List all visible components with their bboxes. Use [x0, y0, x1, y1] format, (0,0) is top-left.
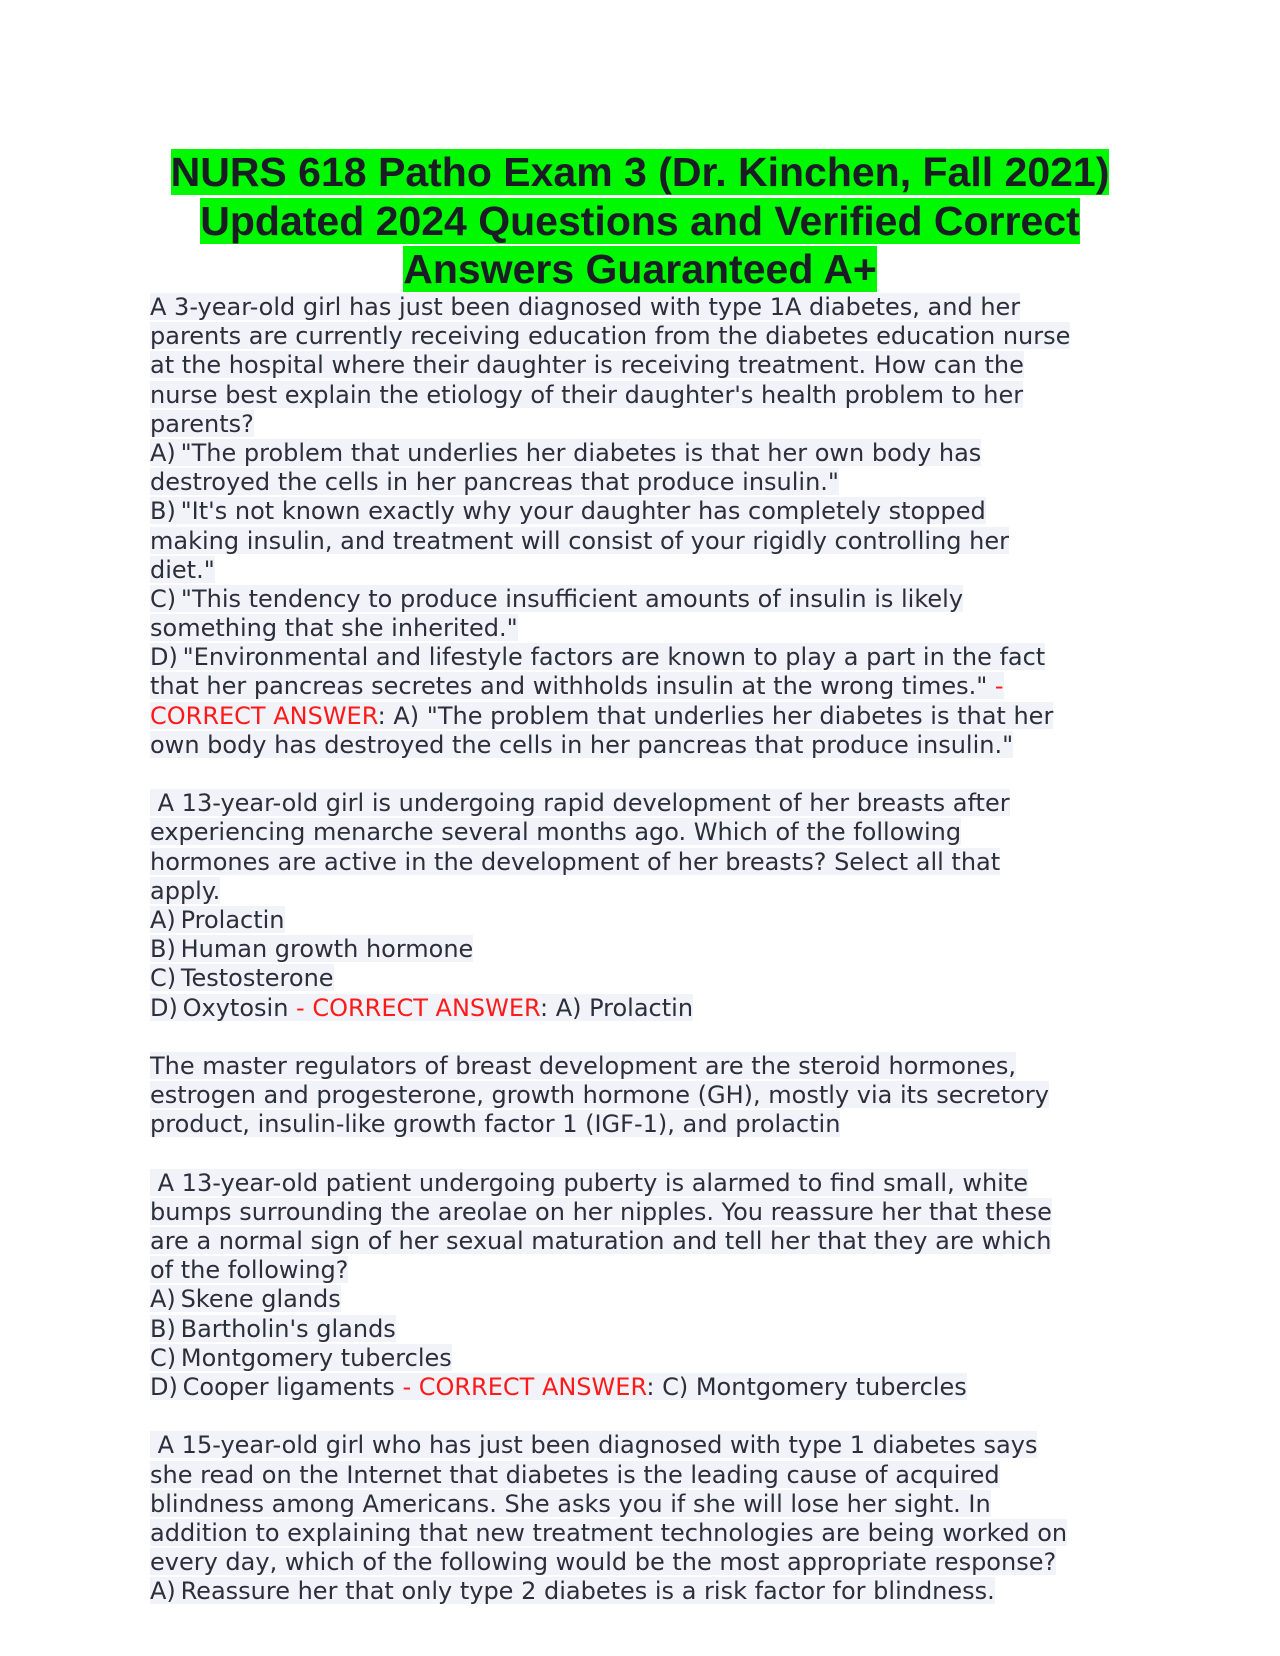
answer-option-text: D) Cooper ligaments — [150, 1372, 403, 1401]
question-stem-line: apply. — [150, 876, 221, 905]
answer-option: C) Testosterone — [150, 964, 334, 993]
answer-option-text: that her pancreas secretes and withholds insulin at the wrong times." — [150, 672, 995, 701]
correct-answer-text: : A) "The problem that underlies her diabetes is that her — [377, 701, 1054, 730]
question-stem-line: A 15-year-old girl who has just been diagnosed with type 1 diabetes says — [150, 1431, 1038, 1460]
answer-option: making insulin, and treatment will consist of your rigidly controlling her — [150, 526, 1009, 555]
question-1 — [150, 293, 1150, 760]
question-2 — [150, 789, 1150, 1023]
correct-answer-label: - CORRECT ANSWER — [296, 993, 540, 1022]
question-stem-line: of the following? — [150, 1256, 349, 1285]
question-stem-line: A 13-year-old girl is undergoing rapid development of her breasts after — [150, 789, 1010, 818]
answer-option: C) "This tendency to produce insufficient amounts of insulin is likely — [150, 584, 964, 613]
question-3 — [150, 1169, 1150, 1403]
answer-option: A) Prolactin — [150, 905, 285, 934]
question-stem-line: A 3-year-old girl has just been diagnosed with type 1A diabetes, and her — [150, 293, 1021, 321]
answer-option-text: D) Oxytosin — [150, 993, 297, 1022]
note-line: product, insulin-like growth factor 1 (IGF-1), and prolactin — [150, 1110, 841, 1139]
question-stem-line: blindness among Americans. She asks you if she will lose her sight. In — [150, 1489, 991, 1518]
answer-option: A) Skene glands — [150, 1285, 341, 1314]
correct-answer-label: CORRECT ANSWER — [150, 701, 378, 730]
answer-option: B) "It's not known exactly why your daughter has completely stopped — [150, 497, 986, 526]
correct-answer-text: : C) Montgomery tubercles — [646, 1372, 967, 1401]
title-line: NURS 618 Patho Exam 3 (Dr. Kinchen, Fall 2021) — [170, 149, 1110, 195]
answer-option-line — [150, 672, 1004, 699]
explanation-note — [150, 1052, 1150, 1140]
question-stem-line: nurse best explain the etiology of their daughter's health problem to her — [150, 380, 1024, 409]
question-stem-line: every day, which of the following would be the most appropriate response? — [150, 1548, 1057, 1577]
note-line: The master regulators of breast development are the steroid hormones, — [150, 1051, 1017, 1080]
answer-option: something that she inherited." — [150, 614, 518, 643]
title-line: Answers Guaranteed A+ — [403, 246, 877, 292]
question-stem-line: addition to explaining that new treatment technologies are being worked on — [150, 1518, 1068, 1547]
answer-option: A) "The problem that underlies her diabetes is that her own body has — [150, 438, 982, 467]
question-stem-line: are a normal sign of her sexual maturation and tell her that they are which — [150, 1227, 1052, 1255]
document-body — [150, 293, 1150, 1606]
answer-option: B) Human growth hormone — [150, 935, 474, 964]
question-stem-line: at the hospital where their daughter is receiving treatment. How can the — [150, 351, 1024, 380]
question-stem-line: parents? — [150, 409, 254, 438]
question-stem-line: bumps surrounding the areolae on her nipples. You reassure her that these — [150, 1197, 1052, 1226]
answer-option: C) Montgomery tubercles — [150, 1343, 452, 1372]
answer-option: A) Reassure her that only type 2 diabetes is a risk factor for blindness. — [150, 1577, 995, 1606]
correct-answer-dash: - — [994, 672, 1004, 701]
document-title — [100, 148, 1180, 294]
correct-answer-text: own body has destroyed the cells in her pancreas that produce insulin." — [150, 730, 1014, 759]
title-line: Updated 2024 Questions and Verified Correct — [200, 197, 1080, 244]
answer-option: diet." — [150, 555, 215, 584]
correct-answer-line — [150, 702, 1053, 729]
answer-option: destroyed the cells in her pancreas that produce insulin." — [150, 468, 839, 497]
correct-answer-line — [150, 1373, 967, 1400]
correct-answer-text: : A) Prolactin — [539, 993, 694, 1022]
question-stem-line: A 13-year-old patient undergoing puberty is alarmed to find small, white — [150, 1168, 1029, 1197]
question-stem-line: hormones are active in the development of her breasts? Select all that — [150, 847, 1001, 876]
question-stem-line: experiencing menarche several months ago. Which of the following — [150, 818, 962, 847]
answer-option: B) Bartholin's glands — [150, 1314, 396, 1343]
correct-answer-label: - CORRECT ANSWER — [402, 1372, 647, 1401]
question-4 — [150, 1431, 1150, 1606]
question-stem-line: she read on the Internet that diabetes is the leading cause of acquired — [150, 1460, 1000, 1489]
note-line: estrogen and progesterone, growth hormone (GH), mostly via its secretory — [150, 1081, 1049, 1110]
answer-option: D) "Environmental and lifestyle factors are known to play a part in the fact — [150, 643, 1046, 672]
correct-answer-line — [150, 994, 693, 1021]
question-stem-line: parents are currently receiving education from the diabetes education nurse — [150, 322, 1071, 351]
